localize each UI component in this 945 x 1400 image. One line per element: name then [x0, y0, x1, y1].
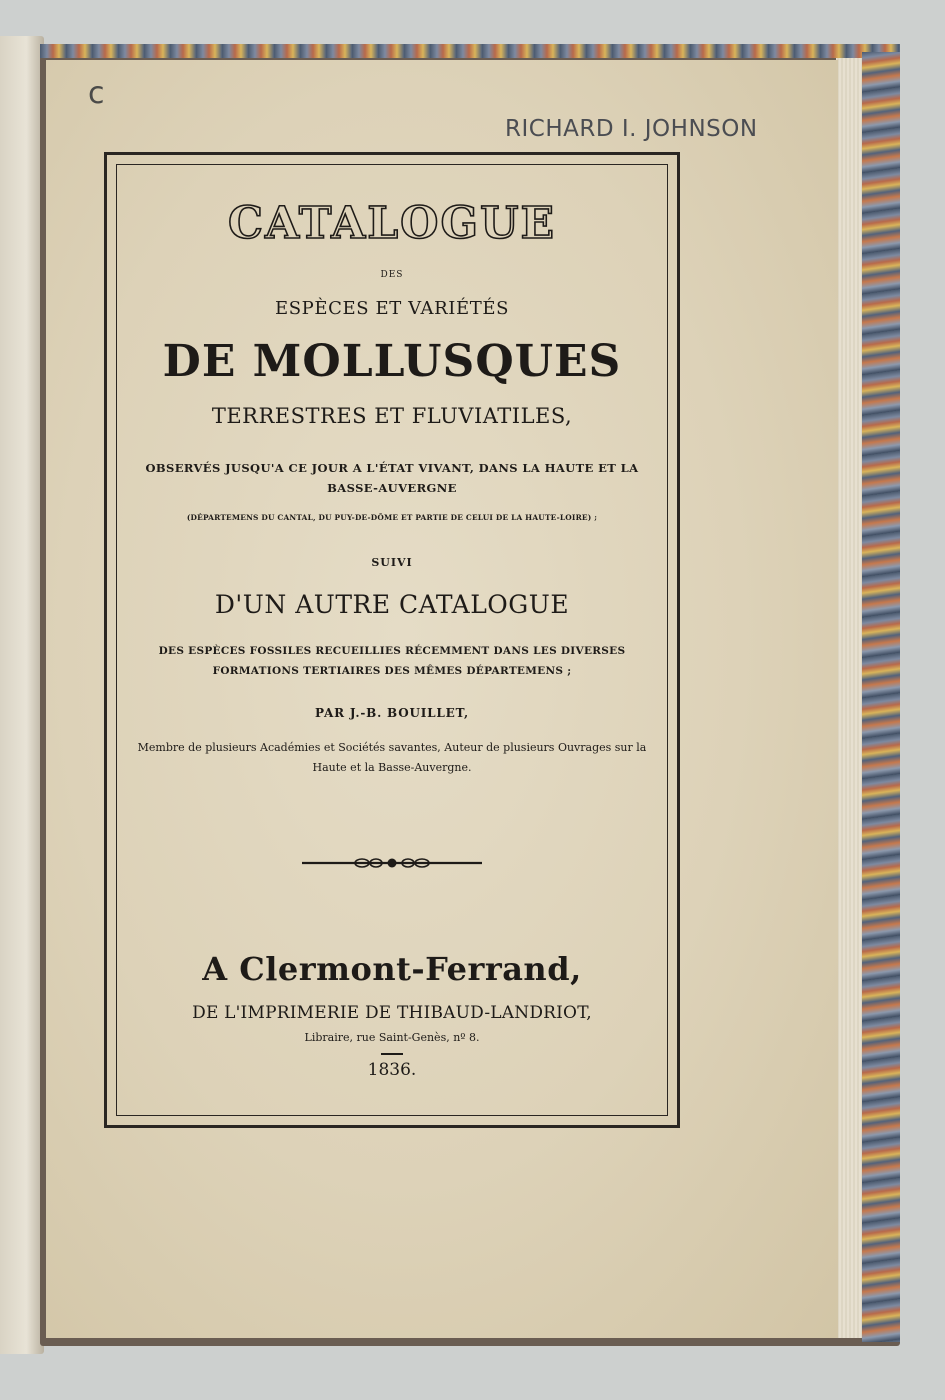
marbled-board: [862, 52, 900, 1342]
title-mollusques: DE MOLLUSQUES: [162, 336, 622, 387]
ornament-divider: [300, 852, 484, 874]
title-especes: ESPÈCES ET VARIÉTÉS: [274, 298, 509, 319]
imprint-place: A Clermont-Ferrand,: [202, 950, 582, 988]
subtitle-observes: OBSERVÉS JUSQU'A CE JOUR A L'ÉTAT VIVANT, DANS LA HAUTE ET LA BASSE-AUVERGNE: [145, 461, 639, 495]
author-credentials: Membre de plusieurs Académies et Sociétés savantes, Auteur de plusieurs Ouvrages sur la Haute et la Basse-Auvergne.: [137, 741, 647, 774]
title-des: DES: [380, 270, 404, 280]
imprint-address: Libraire, rue Saint-Genès, nº 8.: [304, 1031, 480, 1044]
pencil-mark: c: [88, 76, 105, 111]
owner-stamp: RICHARD I. JOHNSON: [505, 116, 758, 142]
page-edges: [836, 58, 862, 1338]
title-autre-catalogue: D'UN AUTRE CATALOGUE: [214, 590, 570, 619]
author-line: PAR J.-B. BOUILLET,: [315, 706, 469, 720]
year-rule: [381, 1053, 403, 1055]
subtitle-suivi: SUIVI: [371, 556, 413, 569]
imprint-printer: DE L'IMPRIMERIE DE THIBAUD-LANDRIOT,: [192, 1003, 592, 1023]
imprint-year: 1836.: [367, 1060, 417, 1080]
subtitle-fossiles: DES ESPÈCES FOSSILES RECUEILLIES RÉCEMMENT DANS LES DIVERSES FORMATIONS TERTIAIRES DES MÊMES DÉPARTEMENS ;: [158, 645, 626, 677]
subtitle-departements: (DÉPARTEMENS DU CANTAL, DU PUY-DE-DÔME ET PARTIE DE CELUI DE LA HAUTE-LOIRE) ;: [186, 513, 598, 522]
title-catalogue: CATALOGUE: [228, 198, 556, 249]
facing-page-edge: [0, 36, 44, 1354]
title-terrestres: TERRESTRES ET FLUVIATILES,: [211, 404, 573, 428]
marbled-board-top: [40, 44, 900, 58]
